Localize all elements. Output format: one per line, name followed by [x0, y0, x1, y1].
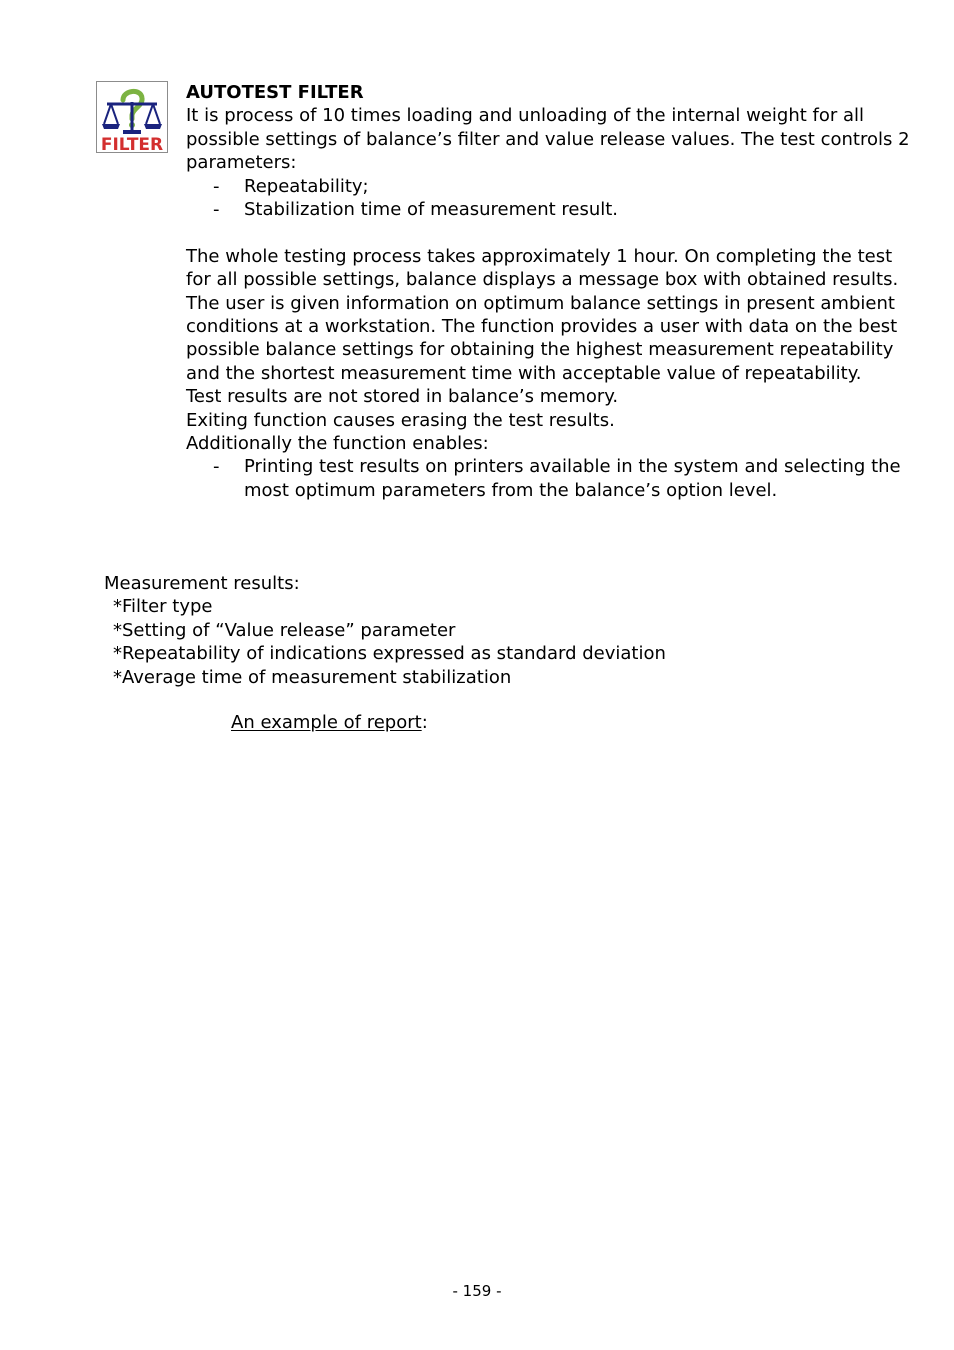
section-title: AUTOTEST FILTER	[186, 82, 364, 103]
results-item: *Filter type	[113, 596, 213, 618]
body-paragraph: The whole testing process takes approximately 1 hour. On completing the test for all possible settings, balance displays a message box with obtained results.	[186, 245, 899, 291]
body-paragraph: Additionally the function enables:	[186, 433, 489, 455]
body-paragraph: The user is given information on optimum balance settings in present ambient conditions at a workstation. The function provides a user with data on the best possible balance settings for obtaining the highest measurement repeatability and the shortest measurement time with acceptable value of repeatability.	[186, 292, 898, 384]
results-heading: Measurement results:	[104, 573, 300, 594]
example-report-label: An example of report:	[231, 712, 428, 733]
body-paragraph: Exiting function causes erasing the test results.	[186, 409, 615, 431]
list-item: - Repeatability;	[213, 175, 369, 197]
features-list	[186, 455, 921, 502]
page-number: - 159 -	[452, 1282, 502, 1300]
list-item: - Stabilization time of measurement result.	[213, 199, 619, 221]
params-list	[186, 175, 921, 222]
body-paragraph: Test results are not stored in balance’s memory.	[186, 386, 619, 408]
svg-text:FILTER: FILTER	[100, 135, 164, 152]
measurement-results	[104, 572, 904, 689]
intro-paragraph: It is process of 10 times loading and unloading of the internal weight for all possible settings of balance’s filter and value release values. The test controls 2 parameters:	[186, 105, 910, 174]
results-item: *Setting of “Value release” parameter	[113, 619, 456, 641]
filter-balance-icon	[96, 81, 168, 153]
results-item: *Repeatability of indications expressed as standard deviation	[113, 643, 666, 665]
list-item: - Printing test results on printers available in the system and selecting the most optimum parameters from the balance’s option level.	[213, 456, 901, 501]
main-content	[186, 81, 921, 502]
results-item: *Average time of measurement stabilization	[113, 666, 512, 688]
